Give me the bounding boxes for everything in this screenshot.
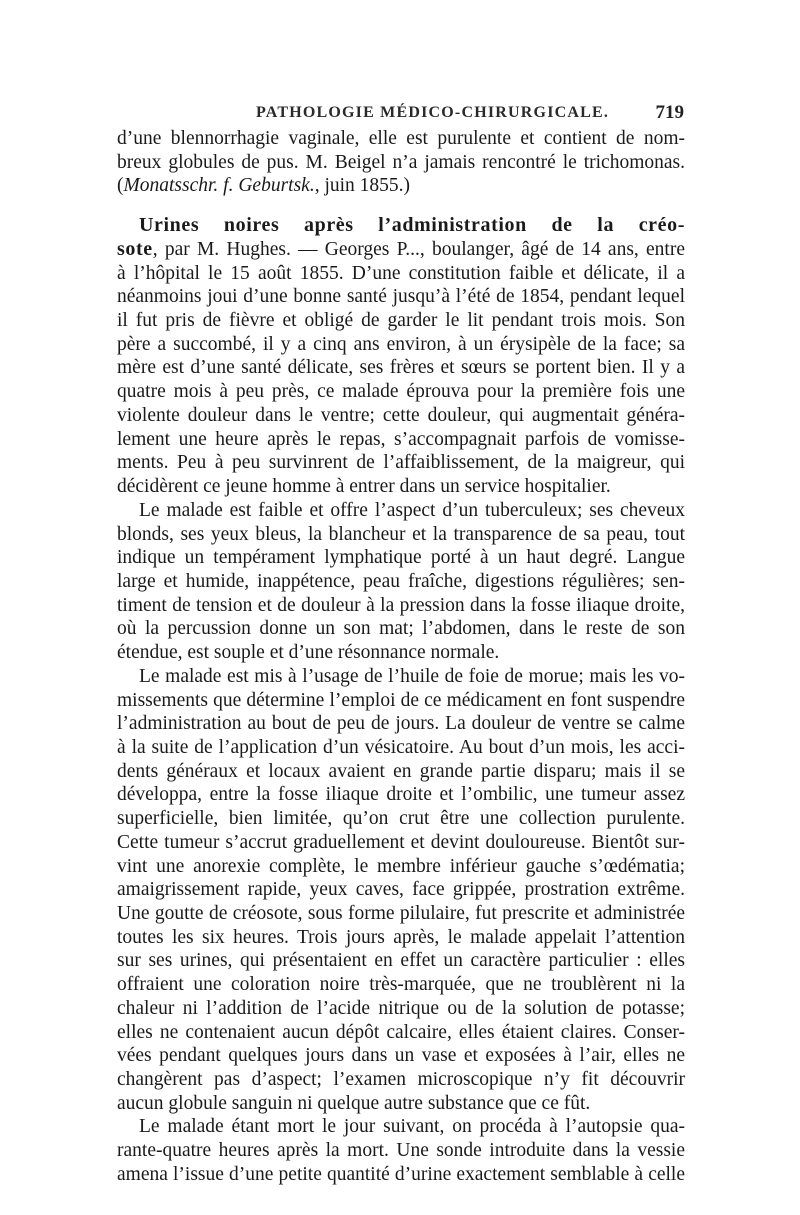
text-line: ments. Peu à peu survinrent de l’affaiblissement, de la maigreur, qui [117, 452, 685, 474]
text-line: mère est d’une santé délicate, ses frères et sœurs se portent bien. Il y a [117, 357, 685, 379]
text-line: aucun globule sanguin ni quelque autre substance que ce fût. [117, 1092, 591, 1114]
text-line: Le malade est faible et offre l’aspect d’un tuberculeux; ses cheveux [139, 499, 685, 521]
text-line: changèrent pas d’aspect; l’examen microscopique n’y fit découvrir [117, 1069, 685, 1091]
text-line: elles ne contenaient aucun dépôt calcaire, elles étaient claires. Conser- [117, 1021, 685, 1043]
text-line: offraient une coloration noire très-marquée, que ne troublèrent ni la [117, 974, 685, 996]
text-line: vint une anorexie complète, le membre inférieur gauche s’œdématia; [117, 855, 685, 877]
text-line: Le malade est mis à l’usage de l’huile de foie de morue; mais les vo- [139, 665, 685, 687]
text-line: étendue, est souple et d’une résonnance normale. [117, 642, 500, 664]
text-line: chaleur ni l’addition de l’acide nitrique ou de la solution de potasse; [117, 997, 685, 1019]
text-line: à l’hôpital le 15 août 1855. D’une constitution faible et délicate, il a [117, 262, 685, 284]
text-line: développa, entre la fosse iliaque droite et l’ombilic, une tumeur assez [117, 784, 685, 806]
text-line: lement une heure après le repas, s’accompagnait parfois de vomisse- [117, 428, 685, 450]
article-author: , par M. Hughes. — Georges P..., boulanger, âgé de 14 ans, entre [152, 238, 685, 260]
text-line: Cette tumeur s’accrut graduellement et devint douloureuse. Bientôt sur- [117, 831, 685, 853]
text-line: superficielle, bien limitée, qu’on crut être une collection purulente. [117, 808, 685, 830]
text-line: breux globules de pus. M. Beigel n’a jamais rencontré le trichomonas. [117, 151, 685, 173]
text-line: il fut pris de fièvre et obligé de garder le lit pendant trois mois. Son [117, 310, 685, 332]
text-line: l’administration au bout de peu de jours. La douleur de ventre se calme [117, 713, 685, 735]
body-text [117, 127, 685, 1187]
reference-line: (Monatsschr. f. Geburtsk., juin 1855.) [117, 175, 411, 197]
running-head [114, 104, 684, 128]
text-line: néanmoins joui d’une bonne santé jusqu’à l’été de 1854, pendant lequel [117, 286, 685, 308]
article-heading-line [117, 214, 685, 238]
text-line: toutes les six heures. Trois jours après, le malade appelait l’attention [117, 926, 685, 948]
text-line: missements que détermine l’emploi de ce médicament en font suspendre [117, 689, 685, 711]
article-title: Urines noires après l’administration de la créo- [139, 214, 685, 237]
article-first-line [117, 238, 685, 262]
text-line: père a succombé, il y a cinq ans environ, à un érysipèle de la face; sa [117, 333, 685, 355]
text-line: Le malade étant mort le jour suivant, on procéda à l’autopsie qua- [139, 1116, 685, 1138]
text-line: violente douleur dans le ventre; cette douleur, qui augmentait généra- [117, 404, 685, 426]
reference-date: , juin 1855.) [314, 175, 411, 197]
text-line: à la suite de l’application d’un vésicatoire. Au bout d’un mois, les acci- [117, 736, 685, 758]
text-line: amena l’issue d’une petite quantité d’urine exactement semblable à celle [117, 1163, 685, 1185]
page-number: 719 [655, 102, 684, 123]
text-line: Une goutte de créosote, sous forme pilulaire, fut prescrite et administrée [117, 903, 685, 924]
text-line: indique un tempérament lymphatique porté à un haut degré. Langue [117, 547, 685, 569]
text-line: rante-quatre heures après la mort. Une sonde introduite dans la vessie [117, 1140, 685, 1162]
text-line: où la percussion donne un son mat; l’abdomen, dans le reste de son [117, 618, 685, 640]
running-title: PATHOLOGIE MÉDICO-CHIRURGICALE. [256, 104, 610, 121]
text-line: d’une blennorrhagie vaginale, elle est purulente et contient de nom- [117, 128, 685, 149]
article-title-end: sote [117, 237, 153, 260]
text-line: décidèrent ce jeune homme à entrer dans un service hospitalier. [117, 476, 611, 498]
text-line: dents généraux et locaux avaient en grande partie disparu; mais il se [117, 760, 685, 782]
text-line: blonds, ses yeux bleus, la blancheur et la transparence de sa peau, tout [117, 523, 685, 545]
text-line: vées pendant quelques jours dans un vase et exposées à l’air, elles ne [117, 1045, 685, 1067]
text-line: amaigrissement rapide, yeux caves, face grippée, prostration extrême. [117, 879, 685, 901]
text-line: timent de tension et de douleur à la pression dans la fosse iliaque droite, [117, 594, 685, 616]
text-line: large et humide, inappétence, peau fraîche, digestions régulières; sen- [117, 570, 685, 592]
text-line: sur ses urines, qui présentaient en effet un caractère particulier : elles [117, 950, 685, 972]
journal-reference: Monatsschr. f. Geburtsk. [123, 175, 315, 197]
text-line: quatre mois à peu près, ce malade éprouva pour la première fois une [117, 381, 685, 403]
